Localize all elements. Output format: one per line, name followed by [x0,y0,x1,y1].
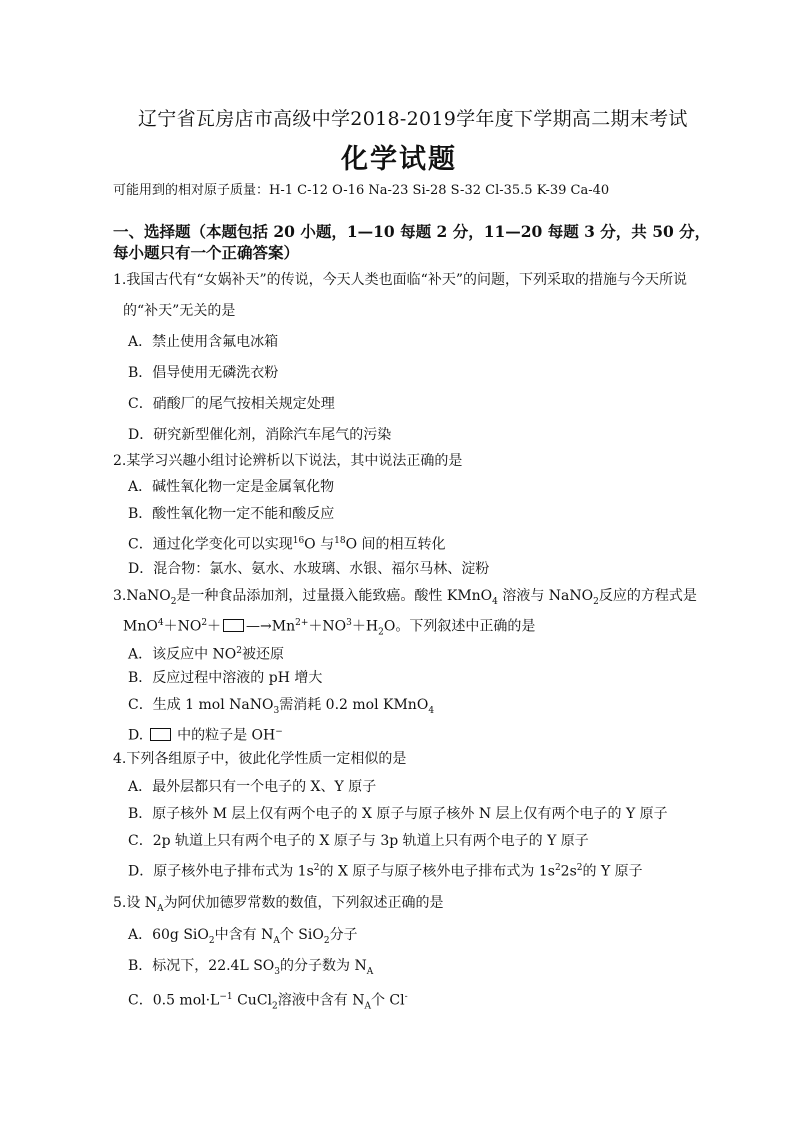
q1-option-a: A．禁止使用含氟电冰箱 [128,334,279,350]
q2-option-d: D．混合物：氯水、氨水、水玻璃、水银、福尔马林、淀粉 [128,561,490,577]
blank-box [150,728,171,741]
exam-title: 辽宁省瓦房店市高级中学2018-2019学年度下学期高二期末考试 [138,108,688,130]
q2-option-a: A．碱性氧化物一定是金属氧化物 [128,479,335,495]
q5-option-b: B．标况下，22.4L $SO_3$的分子数为 $N_A$ [128,958,374,977]
blank-box [223,619,244,632]
q3-stem: 3.NaNO$_2$是一种食品添加剂，过量摄入能致癌。酸性 KMnO$_4$ 溶液与 NaNO$_2$反应的方程式是 [113,588,697,607]
q4-option-d: D．原子核外电子排布式为 $1s^2$的 X 原子与原子核外电子排布式为 $1s^22s^2$的 Y 原子 [128,863,643,880]
q4-stem: 4.下列各组原子中，彼此化学性质一定相似的是 [113,751,407,767]
section-heading-line2: 每小题只有一个正确答案） [113,243,300,262]
q3-equation: $MnO^4+NO^2+$ $—\to Mn^{2+}+NO^3+H_2O$。下列叙述中正确的是 [123,618,536,638]
q2-option-b: B．酸性氧化物一定不能和酸反应 [128,506,335,522]
q3-option-c: C．生成 1 mol NaNO$_3$需消耗 0.2 mol KMnO$_4$ [128,697,435,716]
q2-stem: 2.某学习兴趣小组讨论辨析以下说法，其中说法正确的是 [113,453,463,469]
q5-option-a: A．60g SiO$_2$中含有 $N_A$个 SiO$_2$分子 [128,927,358,946]
q1-stem-line1: 1.我国古代有“女娲补天”的传说，今天人类也面临“补天”的问题，下列采取的措施与今天所说 [113,272,687,288]
q4-option-c: C．2p 轨道上只有两个电子的 X 原子与 3p 轨道上只有两个电子的 Y 原子 [128,833,589,849]
q1-stem-line2: 的“补天”无关的是 [123,303,236,319]
q5-stem: 5.设 $N_A$为阿伏加德罗常数的数值，下列叙述正确的是 [113,895,444,914]
q3-option-b: B．反应过程中溶液的 pH 增大 [128,670,323,686]
q2-option-c: C．通过化学变化可以实现$^{16}$O 与$^{18}$O 间的相互转化 [128,536,446,553]
q1-option-d: D．研究新型催化剂，消除汽车尾气的污染 [128,427,392,443]
section-heading-line1: 一、选择题（本题包括 20 小题，1—10 每题 2 分，11—20 每题 3 分，共 50 分， [113,222,711,241]
q1-option-b: B．倡导使用无磷洗衣粉 [128,365,279,381]
q5-option-c: C．0.5 $mol\cdot L^{-1}$ CuCl$_2$溶液中含有 $N_A$个 Cl- [128,992,408,1012]
q4-option-a: A．最外层都只有一个电子的 X、Y 原子 [128,779,377,795]
q3-option-d: D. 中的粒子是 OH− [128,727,283,744]
atomic-mass-note: 可能用到的相对原子质量：H-1 C-12 O-16 Na-23 Si-28 S-32 Cl-35.5 K-39 Ca-40 [113,183,610,198]
subject-title: 化学试题 [341,144,457,175]
q3-option-a: A．该反应中 $NO^2$被还原 [128,646,285,663]
q1-option-c: C．硝酸厂的尾气按相关规定处理 [128,396,335,412]
q4-option-b: B．原子核外 M 层上仅有两个电子的 X 原子与原子核外 N 层上仅有两个电子的 Y 原子 [128,806,668,822]
